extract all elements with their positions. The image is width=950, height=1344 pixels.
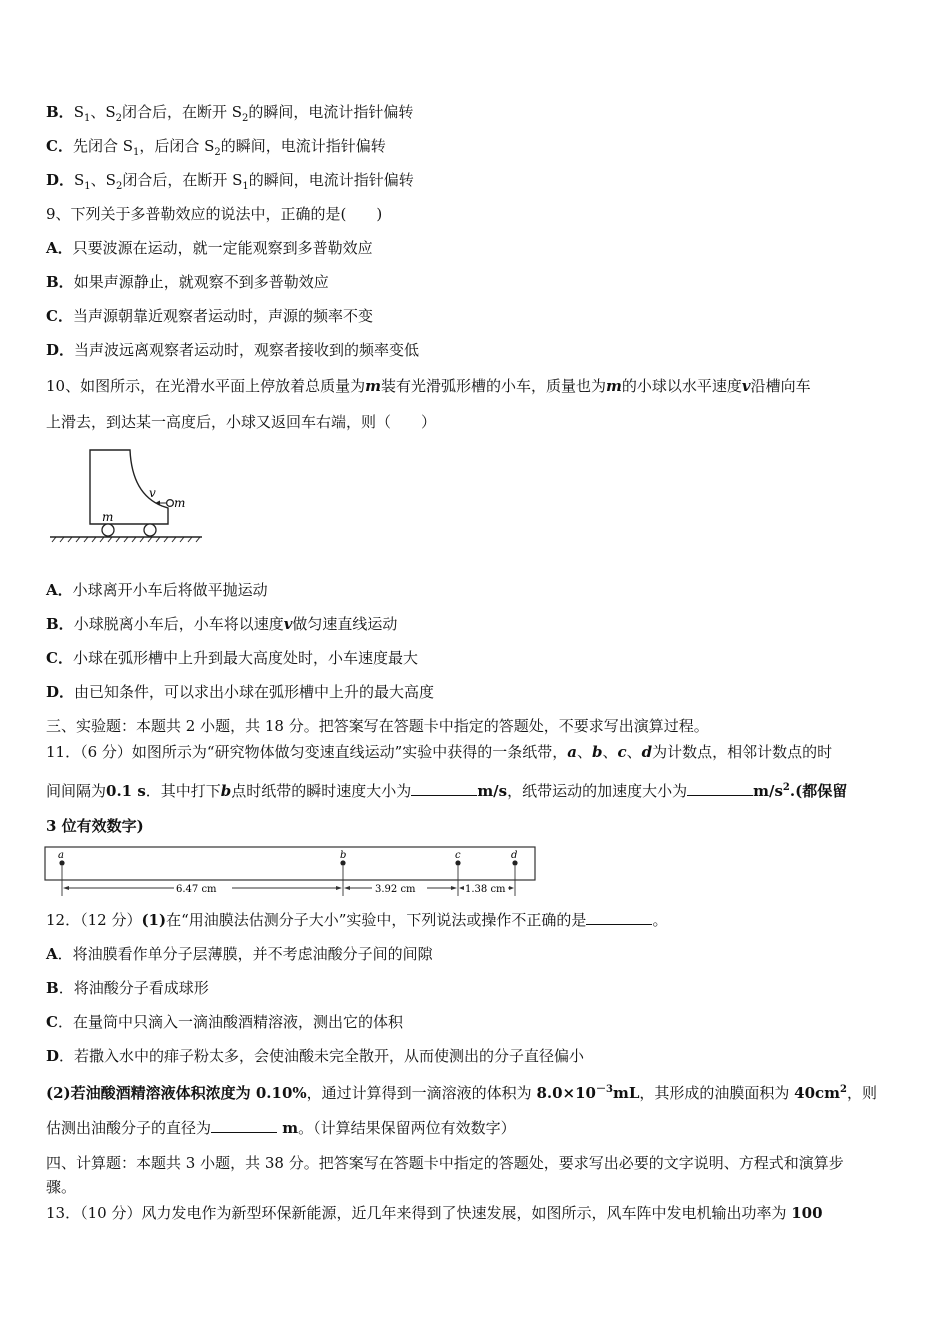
velocity-label: v <box>149 486 156 500</box>
point-d <box>512 860 517 865</box>
q11-line2: 间间隔为0.1 s．其中打下b点时纸带的瞬时速度大小为 m/s，纸带运动的加速度大小为 $m/s^2$.(都保留 <box>46 782 848 800</box>
dimension-ticks <box>62 866 515 896</box>
ball <box>167 500 174 507</box>
q12-option-c: C．在量筒中只滴入一滴油酸酒精溶液，测出它的体积 <box>46 1013 403 1031</box>
point-c <box>455 860 460 865</box>
q12-part2-line1: (2)若油酸酒精溶液体积浓度为 0.10%，通过计算得到一滴溶液的体积为 $8.0\times 10^{-3}mL$，其形成的油膜面积为 $40cm^2$，则 <box>46 1084 878 1102</box>
cart-figure <box>46 444 206 552</box>
label-d: d <box>511 850 518 861</box>
label-c: c <box>455 850 461 861</box>
answer-blank-velocity[interactable] <box>411 781 477 796</box>
label-a: a <box>58 850 64 861</box>
q9-option-b: B．如果声源静止，就观察不到多普勒效应 <box>46 273 329 291</box>
ground-hatching <box>52 537 200 542</box>
q11-line1: 11．（6 分）如图所示为“研究物体做匀变速直线运动”实验中获得的一条纸带，a、b、c、d为计数点，相邻计数点的时 <box>46 743 833 761</box>
q8-option-c: C．先闭合 $S_1$，后闭合 $S_2$的瞬间，电流计指针偏转 <box>46 137 386 158</box>
q10-stem-line2: 上滑去，到达某一高度后，小球又返回车右端，则（ ） <box>46 413 437 431</box>
q10-stem-line1: 10、如图所示，在光滑水平面上停放着总质量为m装有光滑弧形槽的小车，质量也为m的小球以水平速度v沿槽向车 <box>46 377 811 395</box>
section-4-title-line2: 骤。 <box>46 1178 77 1196</box>
section-3-title: 三、实验题：本题共 2 小题，共 18 分。把答案写在答题卡中指定的答题处，不要求写出演算过程。 <box>46 717 709 735</box>
q10-option-b: B．小球脱离小车后，小车将以速度v做匀速直线运动 <box>46 615 398 633</box>
q9-option-a: A．只要波源在运动，就一定能观察到多普勒效应 <box>46 239 373 257</box>
q10-option-d: D．由已知条件，可以求出小球在弧形槽中上升的最大高度 <box>46 683 435 701</box>
answer-blank-acceleration[interactable] <box>687 781 753 796</box>
answer-blank-q12-1[interactable] <box>586 910 652 925</box>
velocity-arrowhead <box>155 501 160 506</box>
q9-stem: 9、下列关于多普勒效应的说法中，正确的是( ) <box>46 205 383 223</box>
point-b <box>340 860 345 865</box>
ball-mass-label: m <box>174 496 186 510</box>
label-b: b <box>340 850 347 861</box>
q11-line3: 3 位有效数字) <box>46 817 144 835</box>
q12-option-d: D．若撒入水中的痱子粉太多，会使油酸未完全散开，从而使测出的分子直径偏小 <box>46 1047 585 1065</box>
tape-outline <box>45 847 535 880</box>
q12-stem: 12．（12 分）(1)在“用油膜法估测分子大小”实验中，下列说法或操作不正确的是 。 <box>46 911 668 929</box>
point-a <box>59 860 64 865</box>
q12-option-b: B．将油酸分子看成球形 <box>46 979 209 997</box>
distance-bc: 3.92 cm <box>375 884 416 895</box>
answer-blank-q12-2[interactable] <box>211 1118 277 1133</box>
q9-option-c: C．当声源朝靠近观察者运动时，声源的频率不变 <box>46 307 373 325</box>
paper-tape-figure <box>44 846 538 898</box>
q12-option-a: A．将油膜看作单分子层薄膜，并不考虑油酸分子间的间隙 <box>46 945 433 963</box>
q8-option-b: B．$S_1$、$S_2$闭合后，在断开 $S_2$的瞬间，电流计指针偏转 <box>46 103 414 124</box>
cart-wheel-left <box>102 524 114 536</box>
section-4-title-line1: 四、计算题：本题共 3 小题，共 38 分。把答案写在答题卡中指定的答题处，要求写出必要的文字说明、方程式和演算步 <box>46 1154 844 1172</box>
distance-ab: 6.47 cm <box>176 884 217 895</box>
q12-part2-line2: 估测出油酸分子的直径为 m。（计算结果保留两位有效数字） <box>46 1119 516 1137</box>
q8-option-d: D．$S_1$、$S_2$闭合后，在断开 $S_1$的瞬间，电流计指针偏转 <box>46 171 414 192</box>
q10-option-a: A．小球离开小车后将做平抛运动 <box>46 581 268 599</box>
cart-mass-label: m <box>102 510 114 524</box>
q13-stem: 13．（10 分）风力发电作为新型环保新能源，近几年来得到了快速发展，如图所示，风车阵中发电机输出功率为 100 <box>46 1204 823 1222</box>
q9-option-d: D．当声波远离观察者运动时，观察者接收到的频率变低 <box>46 341 420 359</box>
q10-option-c: C．小球在弧形槽中上升到最大高度处时，小车速度最大 <box>46 649 418 667</box>
cart-wheel-right <box>144 524 156 536</box>
distance-cd: 1.38 cm <box>465 884 506 895</box>
